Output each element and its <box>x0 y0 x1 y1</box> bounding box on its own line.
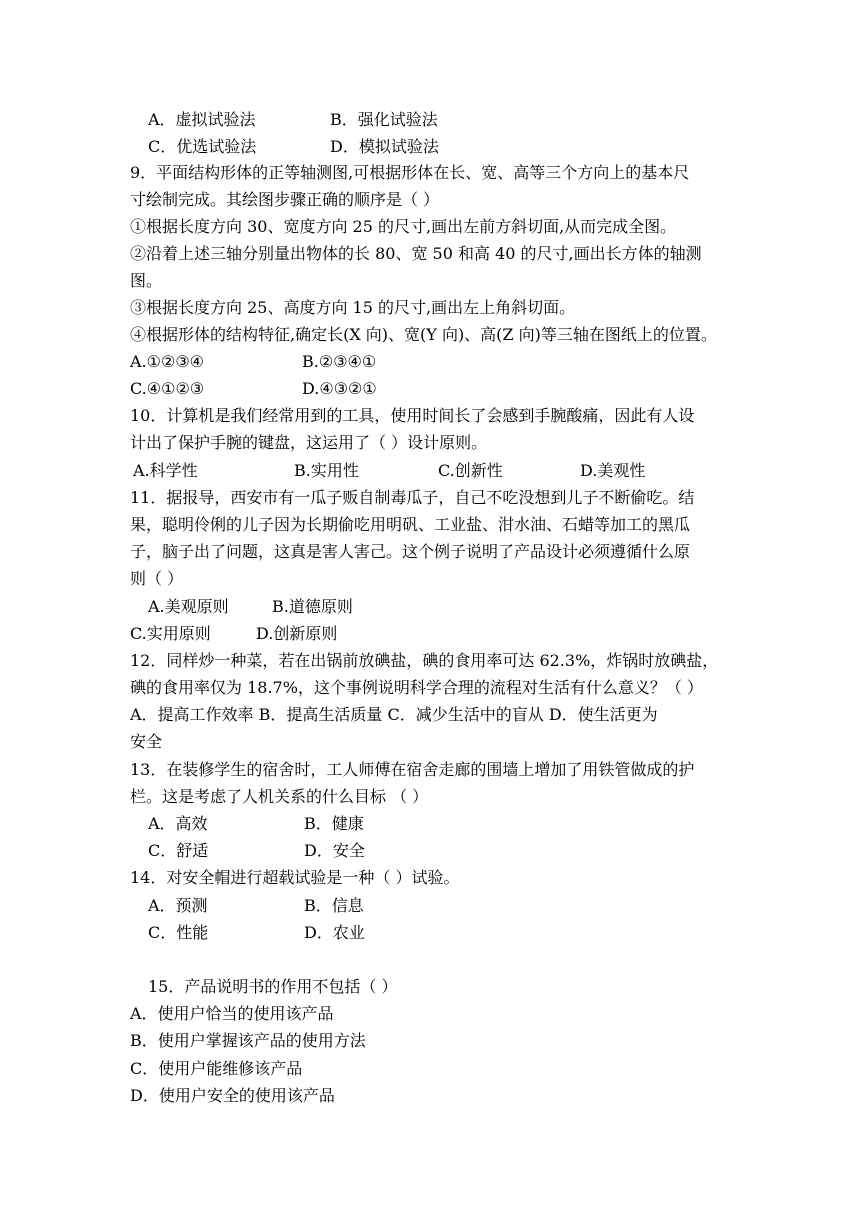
q9-step-2-line-2: 图。 <box>130 271 163 290</box>
q12-stem-line-1: 12．同样炒一种菜，若在出锅前放碘盐，碘的食用率可达 62.3%，炸锅时放碘盐， <box>130 651 719 670</box>
q10-stem-line-1: 10．计算机是我们经常用到的工具，使用时间长了会感到手腕酸痛，因此有人设 <box>130 406 695 425</box>
q9-step-2-line-1: ②沿着上述三轴分别量出物体的长 80、宽 50 和高 40 的尺寸,画出长方体的轴测 <box>130 244 702 263</box>
q15-option-a: A．使用户恰当的使用该产品 <box>130 1004 334 1023</box>
q14-option-a: A．预测 <box>148 896 208 915</box>
q9-stem-line-1: 9．平面结构形体的正等轴测图,可根据形体在长、宽、高等三个方向上的基本尺 <box>130 163 690 182</box>
q11-option-c: C.实用原则 <box>130 624 211 643</box>
q13-option-c: C．舒适 <box>148 841 209 860</box>
q9-step-3: ③根据长度方向 25、高度方向 15 的尺寸,画出左上角斜切面。 <box>130 298 576 317</box>
q11-stem-line-4: 则（ ） <box>130 569 184 588</box>
q10-option-b: B.实用性 <box>294 461 359 480</box>
q11-option-a: A.美观原则 <box>148 597 229 616</box>
q14-option-d: D．农业 <box>304 923 365 942</box>
q10-option-a: A.科学性 <box>133 461 198 480</box>
q13-stem-line-1: 13．在装修学生的宿舍时，工人师傅在宿舍走廊的围墙上增加了用铁管做成的护 <box>130 760 695 779</box>
q14-stem: 14．对安全帽进行超载试验是一种（ ）试验。 <box>130 868 460 887</box>
q9-option-d: D.④③②① <box>302 379 377 398</box>
q9-stem-line-2: 寸绘制完成。其绘图步骤正确的顺序是（ ） <box>130 190 440 209</box>
q14-option-c: C．性能 <box>148 923 209 942</box>
q8-option-b: B．强化试验法 <box>330 110 438 129</box>
q10-option-d: D.美观性 <box>580 461 646 480</box>
q11-stem-line-1: 11．据报导，西安市有一瓜子贩自制毒瓜子，自己不吃没想到儿子不断偷吃。结 <box>130 488 695 507</box>
q13-option-d: D．安全 <box>304 841 365 860</box>
q8-option-c: C．优选试验法 <box>148 137 257 156</box>
q13-option-a: A．高效 <box>148 814 208 833</box>
q12-options-line-2: 安全 <box>130 732 163 751</box>
q15-option-d: D．使用户安全的使用该产品 <box>130 1086 335 1105</box>
q8-option-d: D．模拟试验法 <box>330 137 439 156</box>
q10-option-c: C.创新性 <box>438 461 503 480</box>
q13-stem-line-2: 栏。这是考虑了人机关系的什么目标 （ ） <box>130 787 429 806</box>
q9-option-b: B.②③④① <box>302 352 377 371</box>
q11-option-b: B.道德原则 <box>272 597 353 616</box>
q15-option-c: C．使用户能维修该产品 <box>130 1059 303 1078</box>
q14-option-b: B．信息 <box>304 896 364 915</box>
q15-option-b: B．使用户掌握该产品的使用方法 <box>130 1031 366 1050</box>
q12-stem-line-2: 碘的食用率仅为 18.7%，这个事例说明科学合理的流程对生活有什么意义？（ ） <box>130 678 704 697</box>
q11-stem-line-2: 果，聪明伶俐的儿子因为长期偷吃用明矾、工业盐、泔水油、石蜡等加工的黑瓜 <box>130 515 691 534</box>
q10-stem-line-2: 计出了保护手腕的键盘，这运用了（ ）设计原则。 <box>130 433 488 452</box>
q9-option-c: C.④①②③ <box>130 379 205 398</box>
q11-option-d: D.创新原则 <box>256 624 338 643</box>
q9-option-a: A.①②③④ <box>130 352 205 371</box>
q11-stem-line-3: 子，脑子出了问题，这真是害人害己。这个例子说明了产品设计必须遵循什么原 <box>130 542 691 561</box>
q12-options-line-1: A．提高工作效率 B．提高生活质量 C．减少生活中的盲从 D．使生活更为 <box>130 705 658 724</box>
q13-option-b: B．健康 <box>304 814 364 833</box>
q9-step-4: ④根据形体的结构特征,确定长(X 向)、宽(Y 向)、高(Z 向)等三轴在图纸上的位置。 <box>130 325 717 344</box>
q8-option-a: A．虚拟试验法 <box>148 110 256 129</box>
q15-stem: 15．产品说明书的作用不包括（ ） <box>148 977 398 996</box>
q9-step-1: ①根据长度方向 30、宽度方向 25 的尺寸,画出左前方斜切面,从而完成全图。 <box>130 217 677 236</box>
